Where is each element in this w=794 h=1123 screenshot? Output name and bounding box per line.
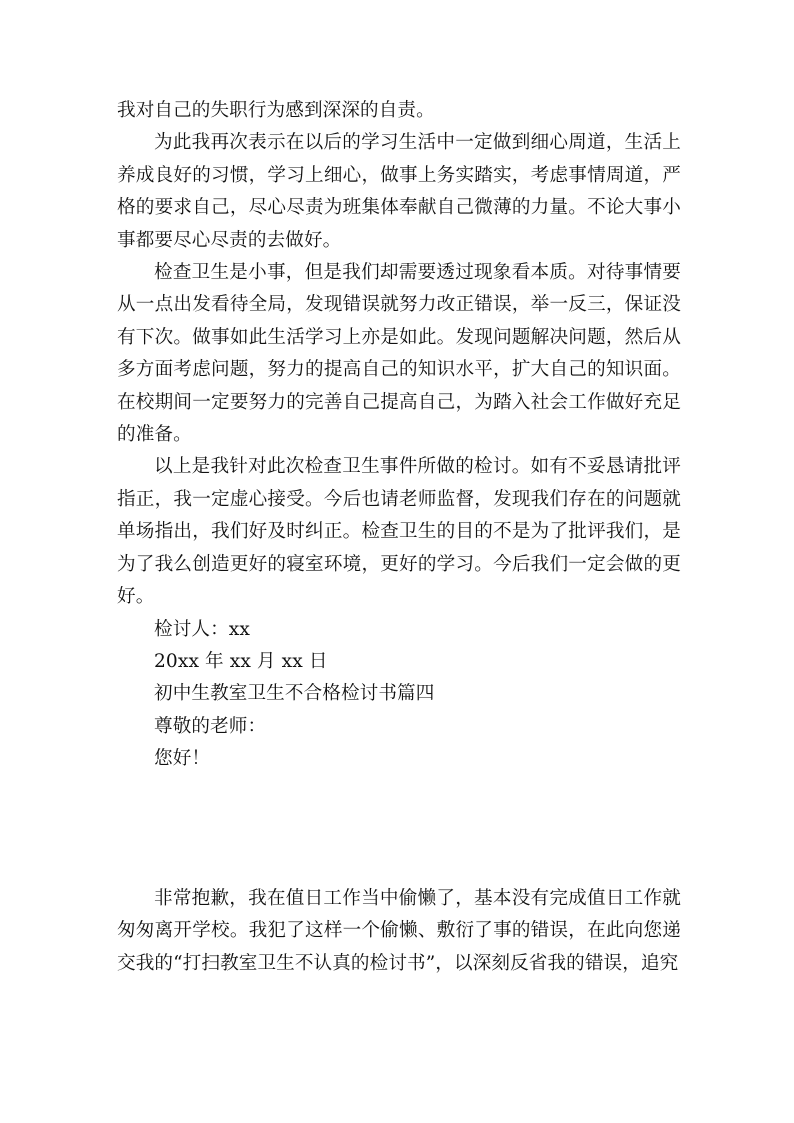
salutation: 尊敬的老师：	[154, 715, 267, 737]
paragraph-reflection: 检查卫生是小事，但是我们却需要透过现象看本质。对待事情要从一点出发看待全局，发现错误就努力改正错误，举一反三，保证没有下次。做事如此生活学习上亦是如此。发现问题解决问题，然后从多方面考虑问题，努力的提高自己的知识水平，扩大自己的知识面。在校期间一定要努力的完善自己提高自己，为踏入社会工作做好充足的准备。	[117, 262, 681, 446]
paragraph-resolution: 为此我再次表示在以后的学习生活中一定做到细心周道，生活上养成良好的习惯，学习上细心，做事上务实踏实，考虑事情周道，严格的要求自己，尽心尽责为班集体奉献自己微薄的力量。不论大事小事都要尽心尽责的去做好。	[117, 132, 681, 251]
paragraph-apology: 非常抱歉，我在值日工作当中偷懒了，基本没有完成值日工作就匆匆离开学校。我犯了这样一个偷懒、敷衍了事的错误，在此向您递交我的“打扫教室卫生不认真的检讨书”，以深刻反省我的错误，追究	[117, 888, 681, 974]
document-body	[117, 95, 681, 776]
paragraph-conclusion: 以上是我针对此次检查卫生事件所做的检讨。如有不妥恳请批评指正，我一定虚心接受。今后也请老师监督，发现我们存在的问题就单场指出，我们好及时纠正。检查卫生的目的不是为了批评我们，是为了我么创造更好的寝室环境，更好的学习。今后我们一定会做的更好。	[117, 456, 681, 608]
date-line: 20xx 年 xx 月 xx 日	[154, 650, 328, 672]
letter-body	[117, 883, 681, 980]
signature-line: 检讨人：xx	[154, 618, 250, 640]
greeting: 您好！	[154, 748, 211, 770]
section-title: 初中生教室卫生不合格检讨书篇四	[154, 683, 435, 705]
paragraph-continuation: 我对自己的失职行为感到深深的自责。	[117, 100, 435, 121]
